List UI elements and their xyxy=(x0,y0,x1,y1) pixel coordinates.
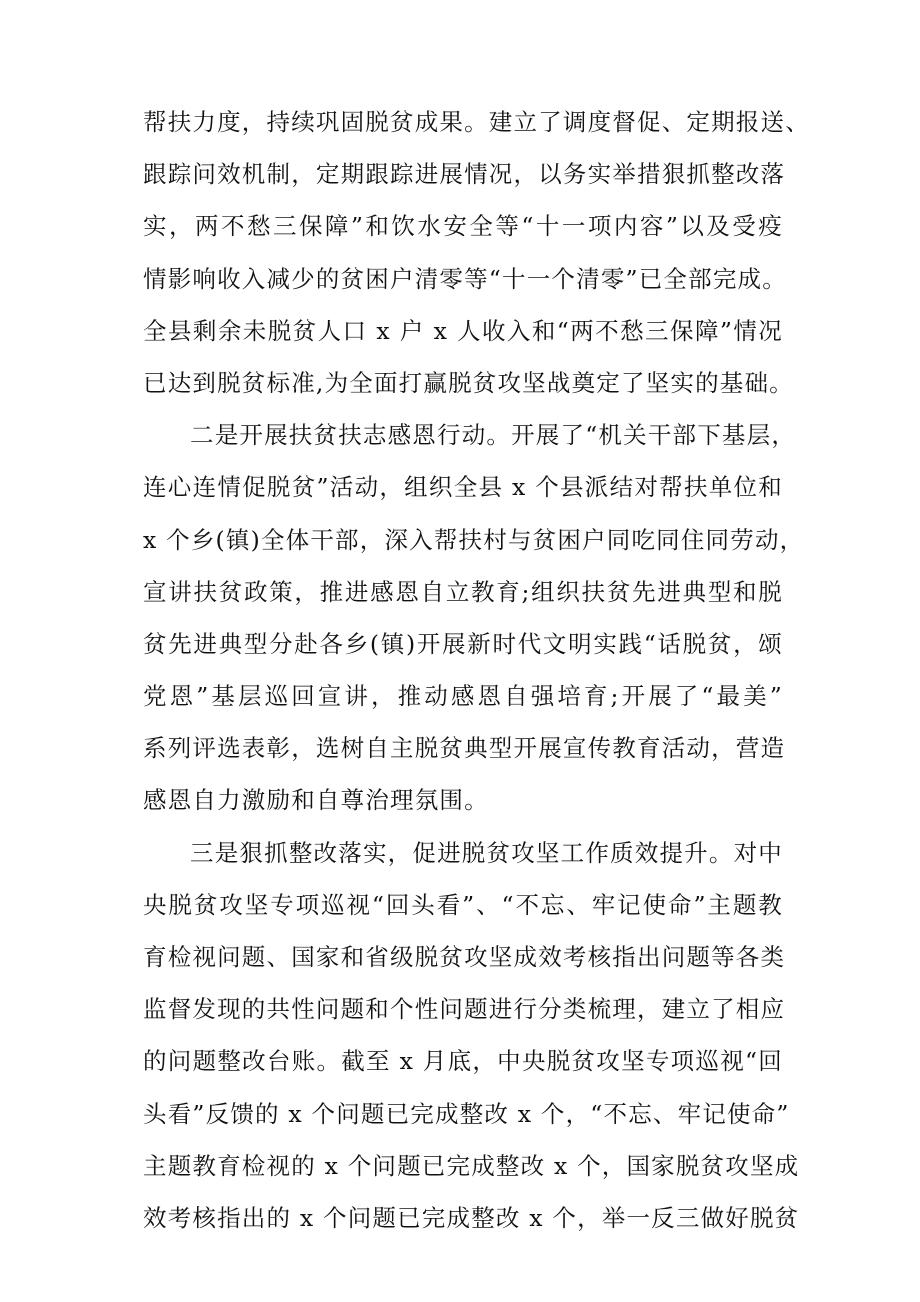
text-line: 帮扶力度，持续巩固脱贫成果。建立了调度督促、定期报送、 xyxy=(143,108,810,136)
text-line: 实，两不愁三保障”和饮水安全等“十一项内容”以及受疫 xyxy=(143,212,783,241)
text-line: 连心连情促脱贫”活动，组织全县 x 个县派结对帮扶单位和 xyxy=(143,473,783,502)
text-line: 系列评选表彰，选树自主脱贫典型开展宣传教育活动，营造 xyxy=(143,734,786,763)
text-line: 宣讲扶贫政策，推进感恩自立教育;组织扶贫先进典型和脱 xyxy=(143,577,783,606)
text-line: x 个乡(镇)全体干部，深入帮扶村与贫困户同吃同住同劳动， xyxy=(143,525,805,554)
paragraph-first-line: 二是开展扶贫扶志感恩行动。开展了“机关干部下基层， xyxy=(190,421,797,450)
text-line: 监督发现的共性问题和个性问题进行分类梳理，建立了相应 xyxy=(143,995,786,1024)
text-line: 央脱贫攻坚专项巡视“回头看”、“不忘、牢记使命”主题教 xyxy=(143,890,783,919)
text-line: 头看”反馈的 x 个问题已完成整改 x 个，“不忘、牢记使命” xyxy=(143,1099,790,1128)
paragraph-last-line: 感恩自力激励和自尊治理氛围。 xyxy=(143,786,489,815)
text-line: 已达到脱贫标准,为全面打赢脱贫攻坚战奠定了坚实的基础。 xyxy=(143,368,794,397)
text-line: 效考核指出的 x 个问题已完成整改 x 个，举一反三做好脱贫 xyxy=(143,1203,800,1232)
text-line: 贫先进典型分赴各乡(镇)开展新时代文明实践“话脱贫，颂 xyxy=(143,629,783,658)
paragraph-first-line: 三是狠抓整改落实，促进脱贫攻坚工作质效提升。对中 xyxy=(190,838,783,867)
text-line: 的问题整改台账。截至 x 月底，中央脱贫攻坚专项巡视“回 xyxy=(143,1047,783,1076)
document-body xyxy=(143,106,810,1254)
text-line: 跟踪问效机制，定期跟踪进展情况，以务实举措狠抓整改落 xyxy=(143,160,786,189)
text-line: 全县剩余未脱贫人口 x 户 x 人收入和“两不愁三保障”情况 xyxy=(143,316,783,345)
text-line: 主题教育检视的 x 个问题已完成整改 x 个，国家脱贫攻坚成 xyxy=(143,1151,800,1180)
text-line: 育检视问题、国家和省级脱贫攻坚成效考核指出问题等各类 xyxy=(143,943,786,971)
text-line: 党恩”基层巡回宣讲，推动感恩自强培育;开展了“最美” xyxy=(143,682,783,711)
text-line: 情影响收入减少的贫困户清零等“十一个清零”已全部完成。 xyxy=(143,264,787,293)
